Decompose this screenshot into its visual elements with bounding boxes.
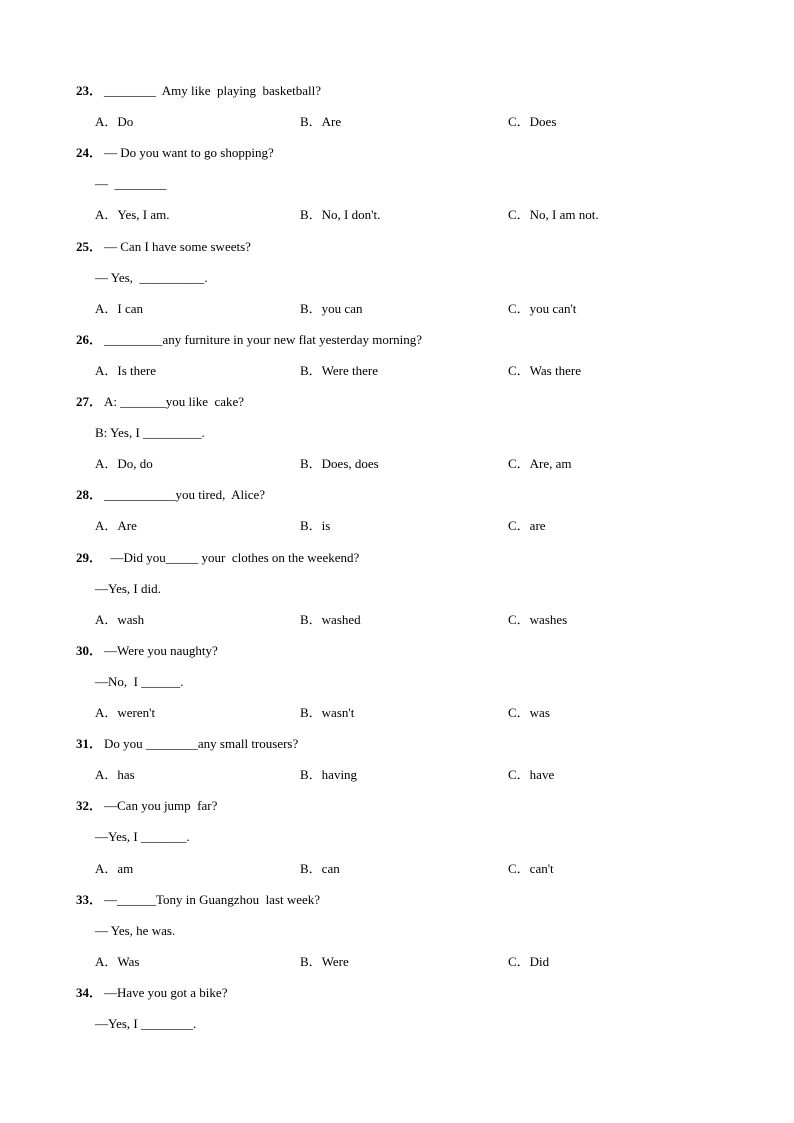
answer-line (0, 269, 794, 287)
question-number: 30． (76, 643, 103, 658)
answer-line (0, 673, 794, 691)
options-row (0, 113, 794, 131)
answer-line-text: —Yes, I _______. (95, 829, 190, 844)
question-number: 33． (76, 892, 103, 907)
option-c: C．can't (508, 861, 554, 876)
question-number: 27． (76, 394, 103, 409)
option-c: C．are (508, 518, 546, 533)
option-a: A．Was (95, 954, 140, 969)
options-row (0, 611, 794, 629)
option-c: C．Did (508, 954, 550, 969)
question-text: ________ Amy like playing basketball? (104, 83, 321, 98)
options-row (0, 362, 794, 380)
option-c: C．Are, am (508, 456, 572, 471)
options-row (0, 766, 794, 784)
question-9 (0, 797, 794, 815)
options-row (0, 860, 794, 878)
answer-line-text: —Yes, I did. (95, 581, 161, 596)
answer-line (0, 922, 794, 940)
option-c: C．No, I am not. (508, 207, 599, 222)
question-4 (0, 393, 794, 411)
question-number: 26． (76, 332, 103, 347)
option-b: B．Were there (300, 363, 379, 378)
option-b: B．No, I don't. (300, 207, 381, 222)
option-a: A．Are (95, 518, 137, 533)
question-text: Do you ________any small trousers? (104, 736, 299, 751)
question-8 (0, 735, 794, 753)
option-a: A．am (95, 861, 134, 876)
option-b: B．Were (300, 954, 349, 969)
question-number: 25． (76, 239, 103, 254)
option-b: B．Are (300, 114, 342, 129)
question-number: 29． (76, 550, 103, 565)
option-c: C．Was there (508, 363, 581, 378)
option-a: A．Yes, I am. (95, 207, 170, 222)
question-text: A: _______you like cake? (104, 394, 245, 409)
option-b: B．Does, does (300, 456, 379, 471)
question-3 (0, 331, 794, 349)
question-number: 34． (76, 985, 103, 1000)
option-a: A．Do (95, 114, 134, 129)
option-a: A．wash (95, 612, 145, 627)
options-row (0, 206, 794, 224)
question-7 (0, 642, 794, 660)
option-a: A．Do, do (95, 456, 153, 471)
answer-line (0, 175, 794, 193)
question-number: 23． (76, 83, 103, 98)
answer-line-text: B: Yes, I _________. (95, 425, 205, 440)
option-b: B．you can (300, 301, 363, 316)
question-number: 28． (76, 487, 103, 502)
question-text: —Have you got a bike? (104, 985, 228, 1000)
question-number: 31． (76, 736, 103, 751)
question-2 (0, 238, 794, 256)
option-c: C．have (508, 767, 555, 782)
option-c: C．was (508, 705, 550, 720)
question-text: —Can you jump far? (104, 798, 218, 813)
question-text: —______Tony in Guangzhou last week? (104, 892, 321, 907)
options-row (0, 704, 794, 722)
answer-line (0, 1015, 794, 1033)
answer-line-text: — Yes, __________. (95, 270, 208, 285)
option-b: B．can (300, 861, 340, 876)
question-10 (0, 891, 794, 909)
options-row (0, 953, 794, 971)
question-text: ___________you tired, Alice? (104, 487, 266, 502)
question-number: 24． (76, 145, 103, 160)
question-6 (0, 549, 794, 567)
question-text: — Can I have some sweets? (104, 239, 251, 254)
answer-line (0, 828, 794, 846)
answer-line (0, 424, 794, 442)
answer-line-text: —Yes, I ________. (95, 1016, 197, 1031)
question-1 (0, 144, 794, 162)
option-a: A．I can (95, 301, 144, 316)
question-0 (0, 82, 794, 100)
options-row (0, 455, 794, 473)
answer-line-text: —No, I ______. (95, 674, 184, 689)
question-text: _________any furniture in your new flat yesterday morning? (104, 332, 423, 347)
option-b: B．having (300, 767, 358, 782)
options-row (0, 517, 794, 535)
option-b: B．wasn't (300, 705, 355, 720)
answer-line-text: — ________ (95, 176, 167, 191)
question-text: —Did you_____ your clothes on the weekend? (104, 550, 360, 565)
question-text: —Were you naughty? (104, 643, 218, 658)
option-a: A．Is there (95, 363, 157, 378)
question-text: — Do you want to go shopping? (104, 145, 274, 160)
option-c: C．you can't (508, 301, 577, 316)
question-number: 32． (76, 798, 103, 813)
option-a: A．weren't (95, 705, 156, 720)
answer-line (0, 580, 794, 598)
option-c: C．Does (508, 114, 557, 129)
question-5 (0, 486, 794, 504)
answer-line-text: — Yes, he was. (95, 923, 176, 938)
options-row (0, 300, 794, 318)
option-c: C．washes (508, 612, 568, 627)
option-a: A．has (95, 767, 135, 782)
option-b: B．washed (300, 612, 361, 627)
question-11 (0, 984, 794, 1002)
option-b: B．is (300, 518, 331, 533)
